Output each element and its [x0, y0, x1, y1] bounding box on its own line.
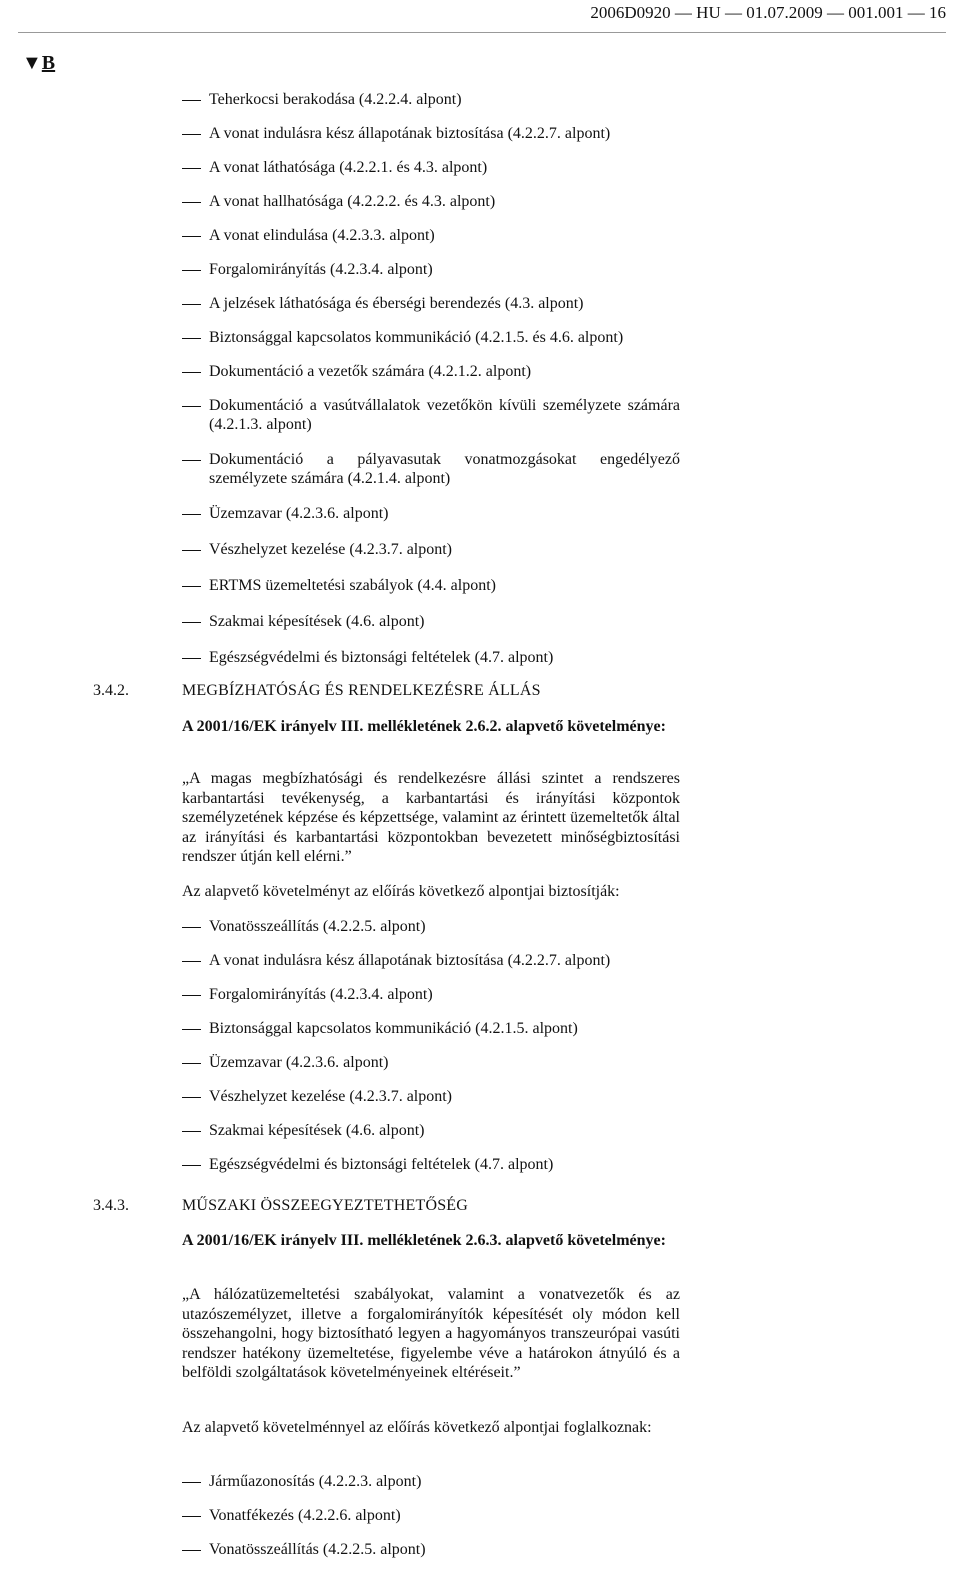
- list-item: Vonatösszeállítás (4.2.2.5. alpont): [182, 1540, 680, 1559]
- list-item: Üzemzavar (4.2.3.6. alpont): [182, 504, 680, 523]
- requirement-intro: Az alapvető követelményt az előírás következő alpontjai biztosítják:: [182, 883, 620, 900]
- list-item: Szakmai képesítések (4.6. alpont): [182, 612, 680, 631]
- list-item: Vonatösszeállítás (4.2.2.5. alpont): [182, 917, 680, 936]
- requirement-heading: A 2001/16/EK irányelv III. mellékletének 2.6.3. alapvető követelménye:: [182, 1232, 666, 1249]
- section-title: MEGBÍZHATÓSÁG ÉS RENDELKEZÉSRE ÁLLÁS: [182, 682, 541, 699]
- list-item: Forgalomirányítás (4.2.3.4. alpont): [182, 985, 680, 1004]
- header-rule: [18, 32, 946, 33]
- list-item: A vonat hallhatósága (4.2.2.2. és 4.3. alpont): [182, 192, 680, 211]
- requirement-quote: „A magas megbízhatósági és rendelkezésre állási szintet a rendszeres karbantartási tevékenység, a karbantartási és irányítási központok személyzetének képzése és képzettsége, valamint az érintett üzemeltetők által az irányítási és karbantartási központokban bevezetett minőségbiztosítási rendszer útján kell elérni.”: [182, 770, 680, 865]
- section-number: 3.4.3.: [93, 1197, 129, 1214]
- list-item: A vonat elindulása (4.2.3.3. alpont): [182, 226, 680, 245]
- list-item: ERTMS üzemeltetési szabályok (4.4. alpont): [182, 576, 680, 595]
- list-item: Teherkocsi berakodása (4.2.2.4. alpont): [182, 90, 680, 109]
- subpoint-list: [182, 90, 680, 684]
- list-item: Forgalomirányítás (4.2.3.4. alpont): [182, 260, 680, 279]
- list-item: Dokumentáció a vasútvállalatok vezetőkön kívüli személyzete számára (4.2.1.3. alpont): [182, 396, 680, 434]
- list-item: Dokumentáció a vezetők számára (4.2.1.2. alpont): [182, 362, 680, 381]
- section-number: 3.4.2.: [93, 682, 129, 699]
- amendment-marker: [22, 52, 55, 75]
- list-item: Vészhelyzet kezelése (4.2.3.7. alpont): [182, 1087, 680, 1106]
- list-item: Szakmai képesítések (4.6. alpont): [182, 1121, 680, 1140]
- triangle-down-icon: ▼: [22, 52, 42, 74]
- list-item: Üzemzavar (4.2.3.6. alpont): [182, 1053, 680, 1072]
- list-item: Vonatfékezés (4.2.2.6. alpont): [182, 1506, 680, 1525]
- list-item: Járműazonosítás (4.2.2.3. alpont): [182, 1472, 680, 1491]
- list-item: Vészhelyzet kezelése (4.2.3.7. alpont): [182, 540, 680, 559]
- list-item: Dokumentáció a pályavasutak vonatmozgásokat engedélyező személyzete számára (4.2.1.4. alpont): [182, 450, 680, 488]
- amendment-letter-link[interactable]: B: [41, 52, 56, 74]
- list-item: A vonat indulásra kész állapotának biztosítása (4.2.2.7. alpont): [182, 951, 680, 970]
- list-item: Egészségvédelmi és biztonsági feltételek (4.7. alpont): [182, 648, 680, 667]
- page-header: 2006D0920 — HU — 01.07.2009 — 001.001 — 16: [590, 3, 946, 22]
- requirement-heading: A 2001/16/EK irányelv III. mellékletének 2.6.2. alapvető követelménye:: [182, 718, 666, 735]
- list-item: A vonat láthatósága (4.2.2.1. és 4.3. alpont): [182, 158, 680, 177]
- subpoint-list: [182, 917, 680, 1189]
- list-item: Biztonsággal kapcsolatos kommunikáció (4.2.1.5. és 4.6. alpont): [182, 328, 680, 347]
- list-item: A jelzések láthatósága és éberségi berendezés (4.3. alpont): [182, 294, 680, 313]
- section-title: MŰSZAKI ÖSSZEEGYEZTETHETŐSÉG: [182, 1197, 469, 1214]
- list-item: Biztonsággal kapcsolatos kommunikáció (4.2.1.5. alpont): [182, 1019, 680, 1038]
- list-item: Egészségvédelmi és biztonsági feltételek (4.7. alpont): [182, 1155, 680, 1174]
- subpoint-list: [182, 1472, 680, 1574]
- list-item: A vonat indulásra kész állapotának biztosítása (4.2.2.7. alpont): [182, 124, 680, 143]
- requirement-intro: Az alapvető követelménnyel az előírás következő alpontjai foglalkoznak:: [182, 1419, 652, 1436]
- requirement-quote: „A hálózatüzemeltetési szabályokat, valamint a vonatvezetők és az utazószemélyzet, illetve a forgalomirányítók képesítését oly módon kell összehangolni, hogy biztosítható legyen a hagyományos transzeurópai vasúti rendszer hatékony üzemeltetése, figyelembe véve a határokon átnyúló és a belföldi szolgáltatások követelményeinek eltéréseit.”: [182, 1286, 680, 1381]
